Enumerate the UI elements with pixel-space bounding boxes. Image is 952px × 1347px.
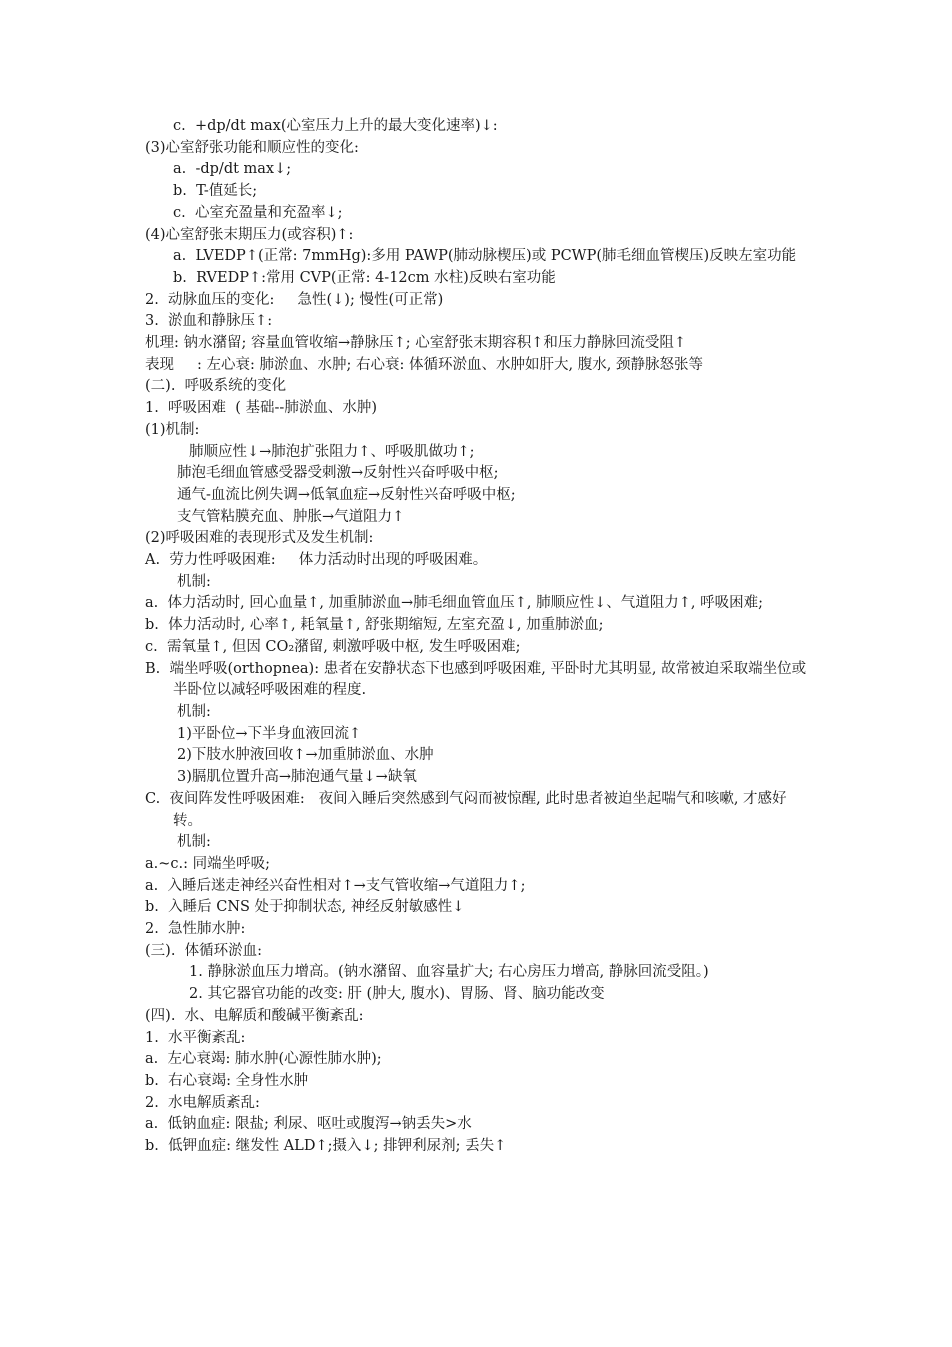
text-line: c. +dp/dt max(心室压力上升的最大变化速率)↓: — [173, 118, 498, 134]
text-line: 机制: — [177, 703, 211, 720]
text-line: c. 需氧量↑, 但因 CO₂潴留, 刺激呼吸中枢, 发生呼吸困难; — [145, 638, 521, 655]
text-line: 表现 : 左心衰: 肺淤血、水肿; 右心衰: 体循环淤血、水肿如肝大, 腹水, 颈静脉怒张等 — [145, 356, 703, 373]
text-line: 机理: 钠水潴留; 容量血管收缩→静脉压↑; 心室舒张末期容积↑和压力静脉回流受阻↑ — [145, 335, 687, 352]
text-line: 支气管粘膜充血、肿胀→气道阻力↑ — [177, 508, 405, 525]
text-line: 肺顺应性↓→肺泡扩张阻力↑、呼吸肌做功↑; — [189, 443, 475, 460]
text-line: b. T-值延长; — [173, 183, 258, 200]
section-heading: (3)心室舒张功能和顺应性的变化: — [145, 139, 359, 156]
text-line: 1. 水平衡紊乱: — [145, 1029, 246, 1046]
text-line: A. 劳力性呼吸困难: 体力活动时出现的呼吸困难。 — [145, 552, 488, 569]
section-heading: (二). 呼吸系统的变化 — [145, 378, 287, 395]
text-line: 通气-血流比例失调→低氧血症→反射性兴奋呼吸中枢; — [177, 486, 516, 503]
text-line: 1. 静脉淤血压力增高。(钠水潴留、血容量扩大; 右心房压力增高, 静脉回流受阻。) — [189, 964, 709, 981]
text-line: 2)下肢水肿液回收↑→加重肺淤血、水肿 — [177, 747, 434, 764]
section-heading: (4)心室舒张末期压力(或容积)↑: — [145, 226, 354, 243]
text-line: 3. 淤血和静脉压↑: — [145, 313, 273, 330]
text-line: 机制: — [177, 573, 211, 590]
text-line: a. -dp/dt max↓; — [173, 161, 292, 178]
text-line: 1)平卧位→下半身血液回流↑ — [177, 725, 362, 742]
text-line: a. 左心衰竭: 肺水肿(心源性肺水肿); — [145, 1051, 382, 1068]
section-heading: (四). 水、电解质和酸碱平衡紊乱: — [145, 1007, 364, 1024]
text-line: C. 夜间阵发性呼吸困难: 夜间入睡后突然感到气闷而被惊醒, 此时患者被迫坐起喘气和咳嗽, 才感好转。 — [145, 790, 787, 829]
text-line: b. 入睡后 CNS 处于抑制状态, 神经反射敏感性↓ — [145, 899, 465, 916]
text-line: 肺泡毛细血管感受器受刺激→反射性兴奋呼吸中枢; — [177, 465, 499, 482]
text-line: a.~c.: 同端坐呼吸; — [145, 855, 271, 872]
text-line: a. 入睡后迷走神经兴奋性相对↑→支气管收缩→气道阻力↑; — [145, 877, 526, 894]
text-line: 3)膈肌位置升高→肺泡通气量↓→缺氧 — [177, 769, 417, 786]
text-line: 2. 动脉血压的变化: 急性(↓); 慢性(可正常) — [145, 291, 444, 308]
text-line: a. 低钠血症: 限盐; 利尿、呕吐或腹泻→钠丢失>水 — [145, 1116, 472, 1133]
text-line: 机制: — [177, 834, 211, 851]
text-line: b. RVEDP↑:常用 CVP(正常: 4-12cm 水柱)反映右室功能 — [173, 269, 556, 286]
text-line: 1. 呼吸困难 ( 基础--肺淤血、水肿) — [145, 400, 377, 417]
text-line: c. 心室充盈量和充盈率↓; — [173, 204, 343, 221]
text-line: a. 体力活动时, 回心血量↑, 加重肺淤血→肺毛细血管血压↑, 肺顺应性↓、气道阻力↑, 呼吸困难; — [145, 595, 763, 612]
document-body — [145, 116, 815, 1158]
text-line: 2. 其它器官功能的改变: 肝 (肿大, 腹水)、胃肠、肾、脑功能改变 — [189, 986, 605, 1003]
text-line: (2)呼吸困难的表现形式及发生机制: — [145, 530, 374, 547]
section-heading: (三). 体循环淤血: — [145, 942, 263, 959]
text-line: 2. 急性肺水肿: — [145, 921, 246, 938]
text-line: 2. 水电解质紊乱: — [145, 1094, 260, 1111]
text-line: b. 体力活动时, 心率↑, 耗氧量↑, 舒张期缩短, 左室充盈↓, 加重肺淤血; — [145, 617, 604, 634]
text-line: b. 右心衰竭: 全身性水肿 — [145, 1072, 309, 1089]
text-line: B. 端坐呼吸(orthopnea): 患者在安静状态下也感到呼吸困难, 平卧时尤其明显, 故常被迫采取端坐位或半卧位以减轻呼吸困难的程度. — [145, 660, 807, 699]
text-line: (1)机制: — [145, 421, 200, 438]
text-line: b. 低钾血症: 继发性 ALD↑;摄入↓; 排钾利尿剂; 丢失↑ — [145, 1138, 507, 1155]
text-line: a. LVEDP↑(正常: 7mmHg):多用 PAWP(肺动脉楔压)或 PCWP(肺毛细血管楔压)反映左室功能 — [173, 248, 797, 265]
